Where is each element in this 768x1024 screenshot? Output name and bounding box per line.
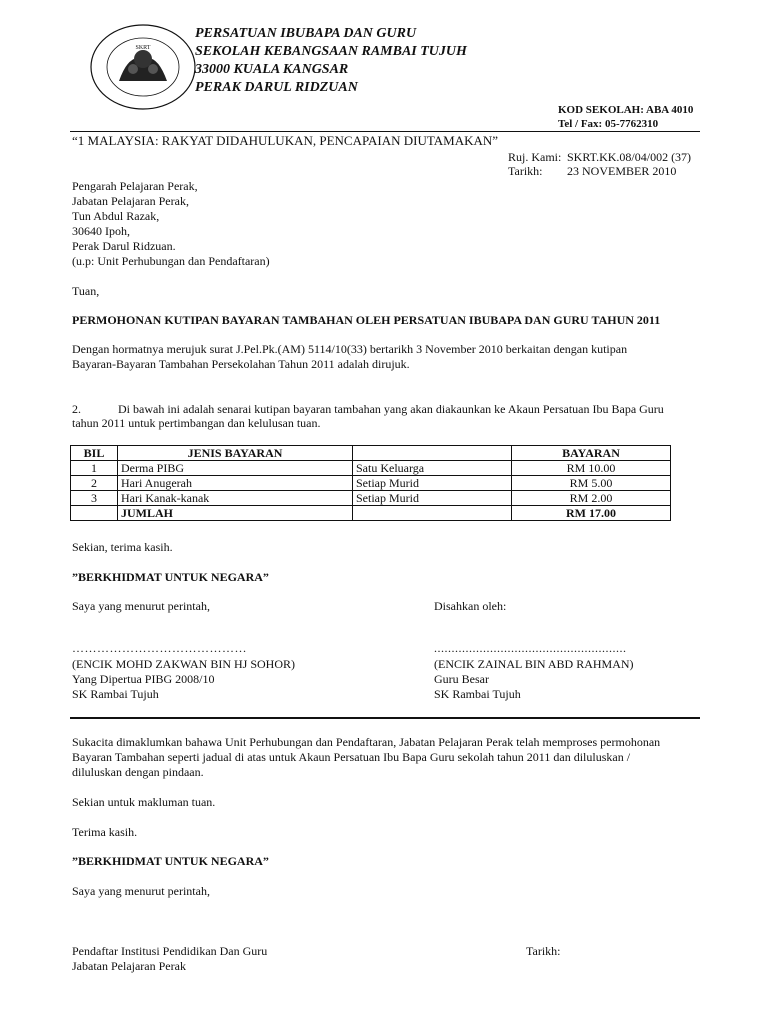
signatory-title: Guru Besar — [434, 672, 489, 686]
signatory-left — [72, 657, 295, 702]
total-blank — [71, 506, 118, 521]
subject-line: PERMOHONAN KUTIPAN BAYARAN TAMBAHAN OLEH PERSATUAN IBUBAPA DAN GURU TAHUN 2011 — [72, 313, 661, 327]
column-header-bayaran: BAYARAN — [512, 446, 671, 461]
fee-type: Hari Kanak-kanak — [118, 491, 353, 506]
signature-right-intro: Disahkan oleh: — [434, 599, 507, 613]
fee-basis: Setiap Murid — [353, 491, 512, 506]
date-value: 23 NOVEMBER 2010 — [567, 164, 677, 178]
address-line: Pengarah Pelajaran Perak, — [72, 179, 198, 193]
signature-line-right: ....................................................... — [434, 641, 627, 655]
paragraph-2-line: tahun 2011 untuk pertimbangan dan kelulusan tuan. — [72, 416, 321, 430]
signer-title: Pendaftar Institusi Pendidikan Dan Guru — [72, 944, 268, 958]
table-total-row — [71, 506, 671, 521]
signatory-org: SK Rambai Tujuh — [434, 687, 521, 701]
address-line: (u.p: Unit Perhubungan dan Pendaftaran) — [72, 254, 270, 268]
pibg-logo — [89, 23, 197, 111]
approval-slogan: ”BERKHIDMAT UNTUK NEGARA” — [72, 854, 269, 868]
signatory-right — [434, 657, 634, 702]
approval-paragraph — [72, 735, 702, 780]
tel-fax: Tel / Fax: 05-7762310 — [558, 118, 659, 130]
org-line: PERAK DARUL RIDZUAN — [195, 80, 358, 95]
row-number: 3 — [71, 491, 118, 506]
column-header-jenis: JENIS BAYARAN — [118, 446, 353, 461]
motto: “1 MALAYSIA: RAKYAT DIDAHULUKAN, PENCAPAIAN DIUTAMAKAN” — [72, 133, 499, 148]
closing: Sekian, terima kasih. — [72, 540, 173, 554]
fee-type: Hari Anugerah — [118, 476, 353, 491]
approval-line: diluluskan dengan pindaan. — [72, 765, 204, 779]
address-line: Tun Abdul Razak, — [72, 209, 160, 223]
signatory-name: (ENCIK MOHD ZAKWAN BIN HJ SOHOR) — [72, 657, 295, 671]
recipient-address — [72, 179, 270, 269]
org-line: 33000 KUALA KANGSAR — [195, 62, 349, 77]
signatory-org: SK Rambai Tujuh — [72, 687, 159, 701]
signatory-name: (ENCIK ZAINAL BIN ABD RAHMAN) — [434, 657, 634, 671]
org-line: SEKOLAH KEBANGSAAN RAMBAI TUJUH — [195, 44, 467, 59]
fee-amount: RM 5.00 — [512, 476, 671, 491]
salutation: Tuan, — [72, 284, 100, 298]
row-number: 1 — [71, 461, 118, 476]
table-header-row — [71, 446, 671, 461]
approval-line: Sukacita dimaklumkan bahawa Unit Perhubungan dan Pendaftaran, Jabatan Pelajaran Perak telah memproses permohonan — [72, 735, 661, 749]
fee-table — [70, 445, 671, 521]
approval-signer — [72, 944, 267, 974]
approval-closing: Sekian untuk makluman tuan. — [72, 795, 216, 809]
column-header-blank — [353, 446, 512, 461]
reference-value: SKRT.KK.08/04/002 (37) — [567, 150, 692, 164]
total-label: JUMLAH — [118, 506, 353, 521]
table-row — [71, 461, 671, 476]
svg-text:SKRT: SKRT — [135, 45, 151, 51]
approval-intro: Saya yang menurut perintah, — [72, 884, 210, 898]
total-amount: RM 17.00 — [512, 506, 671, 521]
address-line: Jabatan Pelajaran Perak, — [72, 194, 189, 208]
fee-amount: RM 10.00 — [512, 461, 671, 476]
slogan: ”BERKHIDMAT UNTUK NEGARA” — [72, 570, 269, 584]
total-blank — [353, 506, 512, 521]
paragraph-2-line: Di bawah ini adalah senarai kutipan bayaran tambahan yang akan diakaunkan ke Akaun Persatuan Ibu Bapa Guru — [118, 402, 664, 416]
signatory-title: Yang Dipertua PIBG 2008/10 — [72, 672, 215, 686]
organization-name-block — [195, 25, 467, 97]
section-divider — [70, 717, 700, 719]
paragraph-line: Bayaran-Bayaran Tambahan Persekolahan Tahun 2011 adalah dirujuk. — [72, 357, 410, 371]
school-contact — [558, 103, 693, 131]
signature-left-intro: Saya yang menurut perintah, — [72, 599, 210, 613]
org-line: PERSATUAN IBUBAPA DAN GURU — [195, 26, 417, 41]
paragraph-1 — [72, 342, 627, 372]
signature-line-left: …………………………………… — [72, 641, 247, 655]
reference-label: Ruj. Kami: — [508, 150, 562, 164]
address-line: Perak Darul Ridzuan. — [72, 239, 176, 253]
column-header-bil: BIL — [71, 446, 118, 461]
paragraph-line: Dengan hormatnya merujuk surat J.Pel.Pk.(AM) 5114/10(33) bertarikh 3 November 2010 berkaitan dengan kutipan — [72, 342, 628, 356]
fee-type: Derma PIBG — [118, 461, 353, 476]
fee-basis: Setiap Murid — [353, 476, 512, 491]
header-divider — [70, 131, 700, 132]
date-label: Tarikh: — [508, 164, 543, 178]
table-row — [71, 491, 671, 506]
signer-department: Jabatan Pelajaran Perak — [72, 959, 186, 973]
paragraph-2-number: 2. — [72, 402, 81, 416]
fee-amount: RM 2.00 — [512, 491, 671, 506]
table-row — [71, 476, 671, 491]
approval-line: Bayaran Tambahan seperti jadual di atas untuk Akaun Persatuan Ibu Bapa Guru sekolah tahun 2011 dan diluluskan / — [72, 750, 631, 764]
school-code: KOD SEKOLAH: ABA 4010 — [558, 104, 694, 116]
address-line: 30640 Ipoh, — [72, 224, 130, 238]
approval-date-label: Tarikh: — [526, 944, 561, 958]
fee-basis: Satu Keluarga — [353, 461, 512, 476]
approval-thanks: Terima kasih. — [72, 825, 138, 839]
row-number: 2 — [71, 476, 118, 491]
